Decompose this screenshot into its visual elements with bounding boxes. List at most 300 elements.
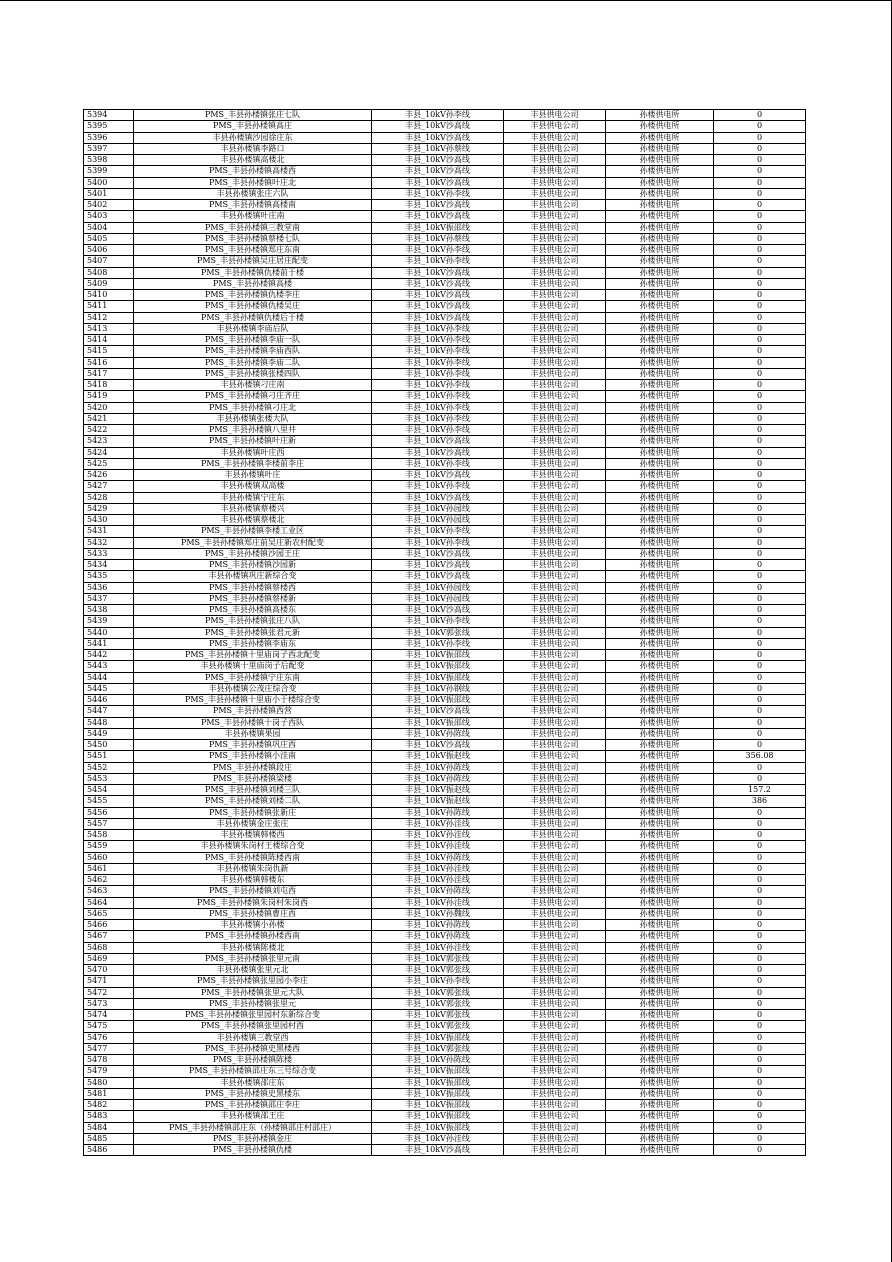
value-cell: 0 [714, 470, 806, 481]
row-id: 5436 [84, 582, 134, 593]
area-name: PMS_丰县孙楼镇宁庄东南 [134, 672, 372, 683]
line-name: 丰县_10kV沙高线 [372, 706, 504, 717]
station-name: 孙楼供电所 [606, 548, 714, 559]
company-name: 丰县供电公司 [504, 683, 606, 694]
area-name: PMS_丰县孙楼镇高楼 [134, 278, 372, 289]
line-name: 丰县_10kV孙洼线 [372, 818, 504, 829]
line-name: 丰县_10kV沙高线 [372, 267, 504, 278]
area-name: PMS_丰县孙楼镇叶庄北 [134, 177, 372, 188]
company-name: 丰县供电公司 [504, 256, 606, 267]
station-name: 孙楼供电所 [606, 132, 714, 143]
line-name: 丰县_10kV郭张线 [372, 987, 504, 998]
station-name: 孙楼供电所 [606, 166, 714, 177]
line-name: 丰县_10kV振邵线 [372, 672, 504, 683]
row-id: 5419 [84, 391, 134, 402]
station-name: 孙楼供电所 [606, 571, 714, 582]
row-id: 5435 [84, 571, 134, 582]
row-id: 5420 [84, 402, 134, 413]
company-name: 丰县供电公司 [504, 222, 606, 233]
station-name: 孙楼供电所 [606, 830, 714, 841]
table-row [84, 571, 806, 582]
station-name: 孙楼供电所 [606, 391, 714, 402]
table-row [84, 728, 806, 739]
station-name: 孙楼供电所 [606, 695, 714, 706]
value-cell: 0 [714, 1032, 806, 1043]
value-cell: 0 [714, 897, 806, 908]
line-name: 丰县_10kV孙洼线 [372, 875, 504, 886]
area-name: PMS_丰县孙楼镇李楼工业区 [134, 526, 372, 537]
area-name: PMS_丰县孙楼镇郑庄前吴庄新农村配变 [134, 537, 372, 548]
row-id: 5450 [84, 740, 134, 751]
area-name: PMS_丰县孙楼镇孙楼西南 [134, 931, 372, 942]
value-cell: 0 [714, 368, 806, 379]
station-name: 孙楼供电所 [606, 785, 714, 796]
row-id: 5424 [84, 447, 134, 458]
table-row [84, 267, 806, 278]
area-name: PMS_丰县孙楼镇邵庄东（孙楼镇邵庄村邵庄） [134, 1122, 372, 1133]
row-id: 5415 [84, 346, 134, 357]
table-row [84, 526, 806, 537]
value-cell: 0 [714, 1066, 806, 1077]
company-name: 丰县供电公司 [504, 177, 606, 188]
area-name: 丰县孙楼镇金庄张庄 [134, 818, 372, 829]
row-id: 5412 [84, 312, 134, 323]
table-row [84, 233, 806, 244]
value-cell: 0 [714, 706, 806, 717]
area-name: PMS_丰县孙楼镇陈楼西南 [134, 852, 372, 863]
line-name: 丰县_10kV孙李线 [372, 188, 504, 199]
line-name: 丰县_10kV振邵线 [372, 717, 504, 728]
table-row [84, 222, 806, 233]
value-cell: 0 [714, 492, 806, 503]
value-cell: 0 [714, 728, 806, 739]
value-cell: 0 [714, 672, 806, 683]
line-name: 丰县_10kV孙蔡线 [372, 233, 504, 244]
station-name: 孙楼供电所 [606, 987, 714, 998]
line-name: 丰县_10kV振邵线 [372, 1111, 504, 1122]
company-name: 丰县供电公司 [504, 200, 606, 211]
area-name: PMS_丰县孙楼镇高庄 [134, 121, 372, 132]
area-name: PMS_丰县孙楼镇李庙一队 [134, 335, 372, 346]
table-row [84, 515, 806, 526]
station-name: 孙楼供电所 [606, 560, 714, 571]
row-id: 5408 [84, 267, 134, 278]
row-id: 5405 [84, 233, 134, 244]
area-name: 丰县孙楼镇李庙后队 [134, 323, 372, 334]
company-name: 丰县供电公司 [504, 931, 606, 942]
station-name: 孙楼供电所 [606, 368, 714, 379]
row-id: 5445 [84, 683, 134, 694]
area-name: PMS_丰县孙楼镇沙园王庄 [134, 548, 372, 559]
row-id: 5403 [84, 211, 134, 222]
area-name: PMS_丰县孙楼镇张里园村西 [134, 1021, 372, 1032]
row-id: 5427 [84, 481, 134, 492]
table-row [84, 841, 806, 852]
value-cell: 0 [714, 841, 806, 852]
company-name: 丰县供电公司 [504, 1133, 606, 1144]
table-row [84, 335, 806, 346]
company-name: 丰县供电公司 [504, 110, 606, 121]
value-cell: 0 [714, 987, 806, 998]
table-row [84, 695, 806, 706]
company-name: 丰县供电公司 [504, 706, 606, 717]
table-row [84, 548, 806, 559]
area-name: 丰县孙楼镇巩庄新综合变 [134, 571, 372, 582]
company-name: 丰县供电公司 [504, 638, 606, 649]
table-row [84, 492, 806, 503]
row-id: 5397 [84, 143, 134, 154]
station-name: 孙楼供电所 [606, 458, 714, 469]
value-cell: 0 [714, 1088, 806, 1099]
row-id: 5444 [84, 672, 134, 683]
line-name: 丰县_10kV孙陈线 [372, 762, 504, 773]
line-name: 丰县_10kV孙钢线 [372, 683, 504, 694]
area-name: 丰县孙楼镇邵王庄 [134, 1111, 372, 1122]
table-row [84, 773, 806, 784]
value-cell: 0 [714, 526, 806, 537]
row-id: 5464 [84, 897, 134, 908]
company-name: 丰县供电公司 [504, 1100, 606, 1111]
row-id: 5481 [84, 1088, 134, 1099]
company-name: 丰县供电公司 [504, 1088, 606, 1099]
company-name: 丰县供电公司 [504, 728, 606, 739]
line-name: 丰县_10kV沙高线 [372, 211, 504, 222]
station-name: 孙楼供电所 [606, 110, 714, 121]
table-row [84, 987, 806, 998]
area-name: PMS_丰县孙楼镇史黑楼东 [134, 1088, 372, 1099]
line-name: 丰县_10kV沙高线 [372, 605, 504, 616]
row-id: 5441 [84, 638, 134, 649]
line-name: 丰县_10kV孙陈线 [372, 886, 504, 897]
row-id: 5472 [84, 987, 134, 998]
table-body [84, 110, 806, 1156]
company-name: 丰县供电公司 [504, 436, 606, 447]
table-row [84, 245, 806, 256]
area-name: PMS_丰县孙楼镇蔡楼七队 [134, 233, 372, 244]
station-name: 孙楼供电所 [606, 155, 714, 166]
page-top-border [0, 0, 892, 1]
value-cell: 0 [714, 278, 806, 289]
value-cell: 0 [714, 571, 806, 582]
area-name: 丰县孙楼镇公茂庄综合变 [134, 683, 372, 694]
area-name: PMS_丰县孙楼镇高楼西 [134, 166, 372, 177]
company-name: 丰县供电公司 [504, 650, 606, 661]
line-name: 丰县_10kV沙高线 [372, 740, 504, 751]
line-name: 丰县_10kV孙李线 [372, 481, 504, 492]
row-id: 5401 [84, 188, 134, 199]
area-name: PMS_丰县孙楼镇八里井 [134, 425, 372, 436]
area-name: PMS_丰县孙楼镇邵庄李庄 [134, 1100, 372, 1111]
line-name: 丰县_10kV孙李线 [372, 425, 504, 436]
station-name: 孙楼供电所 [606, 1066, 714, 1077]
station-name: 孙楼供电所 [606, 537, 714, 548]
station-name: 孙楼供电所 [606, 796, 714, 807]
table-row [84, 1021, 806, 1032]
company-name: 丰县供电公司 [504, 818, 606, 829]
company-name: 丰县供电公司 [504, 773, 606, 784]
line-name: 丰县_10kV振邵线 [372, 1122, 504, 1133]
table-row [84, 200, 806, 211]
line-name: 丰县_10kV孙李线 [372, 458, 504, 469]
line-name: 丰县_10kV沙高线 [372, 278, 504, 289]
table-row [84, 380, 806, 391]
row-id: 5449 [84, 728, 134, 739]
row-id: 5410 [84, 290, 134, 301]
station-name: 孙楼供电所 [606, 188, 714, 199]
station-name: 孙楼供电所 [606, 177, 714, 188]
station-name: 孙楼供电所 [606, 312, 714, 323]
line-name: 丰县_10kV孙陈线 [372, 1055, 504, 1066]
station-name: 孙楼供电所 [606, 582, 714, 593]
table-row [84, 413, 806, 424]
station-name: 孙楼供电所 [606, 481, 714, 492]
station-name: 孙楼供电所 [606, 638, 714, 649]
station-name: 孙楼供电所 [606, 200, 714, 211]
table-row [84, 177, 806, 188]
area-name: 丰县孙楼镇张楼大队 [134, 413, 372, 424]
row-id: 5399 [84, 166, 134, 177]
table-row [84, 312, 806, 323]
area-name: PMS_丰县孙楼镇金庄 [134, 1133, 372, 1144]
station-name: 孙楼供电所 [606, 211, 714, 222]
company-name: 丰县供电公司 [504, 1122, 606, 1133]
value-cell: 0 [714, 188, 806, 199]
row-id: 5428 [84, 492, 134, 503]
line-name: 丰县_10kV孙魏线 [372, 908, 504, 919]
station-name: 孙楼供电所 [606, 953, 714, 964]
company-name: 丰县供电公司 [504, 470, 606, 481]
station-name: 孙楼供电所 [606, 1043, 714, 1054]
area-name: PMS_丰县孙楼镇张庄八队 [134, 616, 372, 627]
table-row [84, 863, 806, 874]
row-id: 5413 [84, 323, 134, 334]
value-cell: 0 [714, 818, 806, 829]
line-name: 丰县_10kV振邵线 [372, 661, 504, 672]
line-name: 丰县_10kV孙李线 [372, 413, 504, 424]
value-cell: 0 [714, 1077, 806, 1088]
company-name: 丰县供电公司 [504, 492, 606, 503]
line-name: 丰县_10kV孙蔡线 [372, 143, 504, 154]
company-name: 丰县供电公司 [504, 841, 606, 852]
line-name: 丰县_10kV孙李线 [372, 638, 504, 649]
value-cell: 0 [714, 650, 806, 661]
value-cell: 0 [714, 346, 806, 357]
company-name: 丰县供电公司 [504, 1055, 606, 1066]
table-row [84, 785, 806, 796]
station-name: 孙楼供电所 [606, 683, 714, 694]
line-name: 丰县_10kV振邵线 [372, 1077, 504, 1088]
station-name: 孙楼供电所 [606, 121, 714, 132]
line-name: 丰县_10kV孙陈线 [372, 807, 504, 818]
value-cell: 0 [714, 863, 806, 874]
value-cell: 0 [714, 200, 806, 211]
row-id: 5446 [84, 695, 134, 706]
station-name: 孙楼供电所 [606, 965, 714, 976]
station-name: 孙楼供电所 [606, 503, 714, 514]
station-name: 孙楼供电所 [606, 278, 714, 289]
table-row [84, 481, 806, 492]
line-name: 丰县_10kV沙高线 [372, 560, 504, 571]
value-cell: 0 [714, 807, 806, 818]
row-id: 5432 [84, 537, 134, 548]
row-id: 5406 [84, 245, 134, 256]
row-id: 5466 [84, 920, 134, 931]
table-row [84, 155, 806, 166]
row-id: 5422 [84, 425, 134, 436]
area-name: 丰县孙楼镇刁庄南 [134, 380, 372, 391]
row-id: 5454 [84, 785, 134, 796]
station-name: 孙楼供电所 [606, 323, 714, 334]
table-row [84, 301, 806, 312]
company-name: 丰县供电公司 [504, 312, 606, 323]
table-row [84, 290, 806, 301]
area-name: PMS_丰县孙楼镇张里元南 [134, 953, 372, 964]
station-name: 孙楼供电所 [606, 1122, 714, 1133]
area-name: PMS_丰县孙楼镇李庙二队 [134, 357, 372, 368]
row-id: 5402 [84, 200, 134, 211]
row-id: 5440 [84, 627, 134, 638]
value-cell: 0 [714, 402, 806, 413]
company-name: 丰县供电公司 [504, 740, 606, 751]
value-cell: 0 [714, 582, 806, 593]
row-id: 5394 [84, 110, 134, 121]
company-name: 丰县供电公司 [504, 796, 606, 807]
line-name: 丰县_10kV孙李线 [372, 380, 504, 391]
row-id: 5465 [84, 908, 134, 919]
table-row [84, 447, 806, 458]
area-name: PMS_丰县孙楼镇刁庄北 [134, 402, 372, 413]
value-cell: 0 [714, 593, 806, 604]
station-name: 孙楼供电所 [606, 627, 714, 638]
station-name: 孙楼供电所 [606, 751, 714, 762]
company-name: 丰县供电公司 [504, 447, 606, 458]
line-name: 丰县_10kV孙洼线 [372, 942, 504, 953]
row-id: 5421 [84, 413, 134, 424]
line-name: 丰县_10kV孙李线 [372, 526, 504, 537]
station-name: 孙楼供电所 [606, 245, 714, 256]
company-name: 丰县供电公司 [504, 548, 606, 559]
area-name: 丰县孙楼镇小孙楼 [134, 920, 372, 931]
value-cell: 0 [714, 537, 806, 548]
table-row [84, 762, 806, 773]
company-name: 丰县供电公司 [504, 1066, 606, 1077]
value-cell: 0 [714, 503, 806, 514]
area-name: 丰县孙楼镇三教堂西 [134, 1032, 372, 1043]
station-name: 孙楼供电所 [606, 413, 714, 424]
table-row [84, 1122, 806, 1133]
area-name: PMS_丰县孙楼镇张里园村东新综合变 [134, 1010, 372, 1021]
value-cell: 0 [714, 132, 806, 143]
station-name: 孙楼供电所 [606, 762, 714, 773]
company-name: 丰县供电公司 [504, 1021, 606, 1032]
line-name: 丰县_10kV郭张线 [372, 627, 504, 638]
line-name: 丰县_10kV沙高线 [372, 121, 504, 132]
line-name: 丰县_10kV沙高线 [372, 132, 504, 143]
row-id: 5479 [84, 1066, 134, 1077]
table-row [84, 672, 806, 683]
row-id: 5458 [84, 830, 134, 841]
station-name: 孙楼供电所 [606, 346, 714, 357]
table-row [84, 1043, 806, 1054]
station-name: 孙楼供电所 [606, 875, 714, 886]
table-row [84, 1032, 806, 1043]
value-cell: 0 [714, 886, 806, 897]
station-name: 孙楼供电所 [606, 931, 714, 942]
value-cell: 0 [714, 762, 806, 773]
area-name: 丰县孙楼镇果园 [134, 728, 372, 739]
station-name: 孙楼供电所 [606, 402, 714, 413]
value-cell: 0 [714, 908, 806, 919]
station-name: 孙楼供电所 [606, 908, 714, 919]
area-name: 丰县孙楼镇叶庄 [134, 470, 372, 481]
company-name: 丰县供电公司 [504, 368, 606, 379]
row-id: 5469 [84, 953, 134, 964]
value-cell: 356.08 [714, 751, 806, 762]
value-cell: 0 [714, 695, 806, 706]
company-name: 丰县供电公司 [504, 953, 606, 964]
value-cell: 0 [714, 976, 806, 987]
table-row [84, 740, 806, 751]
area-name: PMS_丰县孙楼镇张新庄 [134, 807, 372, 818]
table-row [84, 166, 806, 177]
area-name: PMS_丰县孙楼镇朱岗村朱岗西 [134, 897, 372, 908]
station-name: 孙楼供电所 [606, 942, 714, 953]
station-name: 孙楼供电所 [606, 290, 714, 301]
value-cell: 0 [714, 616, 806, 627]
station-name: 孙楼供电所 [606, 1077, 714, 1088]
row-id: 5395 [84, 121, 134, 132]
area-name: PMS_丰县孙楼镇蔡楼新 [134, 593, 372, 604]
line-name: 丰县_10kV孙洼线 [372, 863, 504, 874]
company-name: 丰县供电公司 [504, 458, 606, 469]
line-name: 丰县_10kV孙李线 [372, 110, 504, 121]
line-name: 丰县_10kV郭张线 [372, 1021, 504, 1032]
area-name: PMS_丰县孙楼镇郑庄东南 [134, 245, 372, 256]
table-row [84, 323, 806, 334]
line-name: 丰县_10kV沙高线 [372, 571, 504, 582]
area-name: PMS_丰县孙楼镇沙园新 [134, 560, 372, 571]
line-name: 丰县_10kV孙洼线 [372, 830, 504, 841]
row-id: 5452 [84, 762, 134, 773]
station-name: 孙楼供电所 [606, 470, 714, 481]
station-name: 孙楼供电所 [606, 222, 714, 233]
company-name: 丰县供电公司 [504, 976, 606, 987]
line-name: 丰县_10kV沙高线 [372, 436, 504, 447]
row-id: 5473 [84, 998, 134, 1009]
table-row [84, 830, 806, 841]
line-name: 丰县_10kV孙陈线 [372, 931, 504, 942]
row-id: 5483 [84, 1111, 134, 1122]
table-row [84, 751, 806, 762]
table-row [84, 1055, 806, 1066]
data-table [83, 109, 806, 1156]
table-row [84, 650, 806, 661]
area-name: PMS_丰县孙楼镇十里庙岗子西北配变 [134, 650, 372, 661]
company-name: 丰县供电公司 [504, 346, 606, 357]
area-name: 丰县孙楼镇邵庄东 [134, 1077, 372, 1088]
company-name: 丰县供电公司 [504, 121, 606, 132]
table-row [84, 593, 806, 604]
row-id: 5443 [84, 661, 134, 672]
company-name: 丰县供电公司 [504, 402, 606, 413]
row-id: 5462 [84, 875, 134, 886]
table-row [84, 661, 806, 672]
row-id: 5484 [84, 1122, 134, 1133]
value-cell: 0 [714, 447, 806, 458]
area-name: PMS_丰县孙楼镇小洼南 [134, 751, 372, 762]
row-id: 5459 [84, 841, 134, 852]
value-cell: 0 [714, 875, 806, 886]
